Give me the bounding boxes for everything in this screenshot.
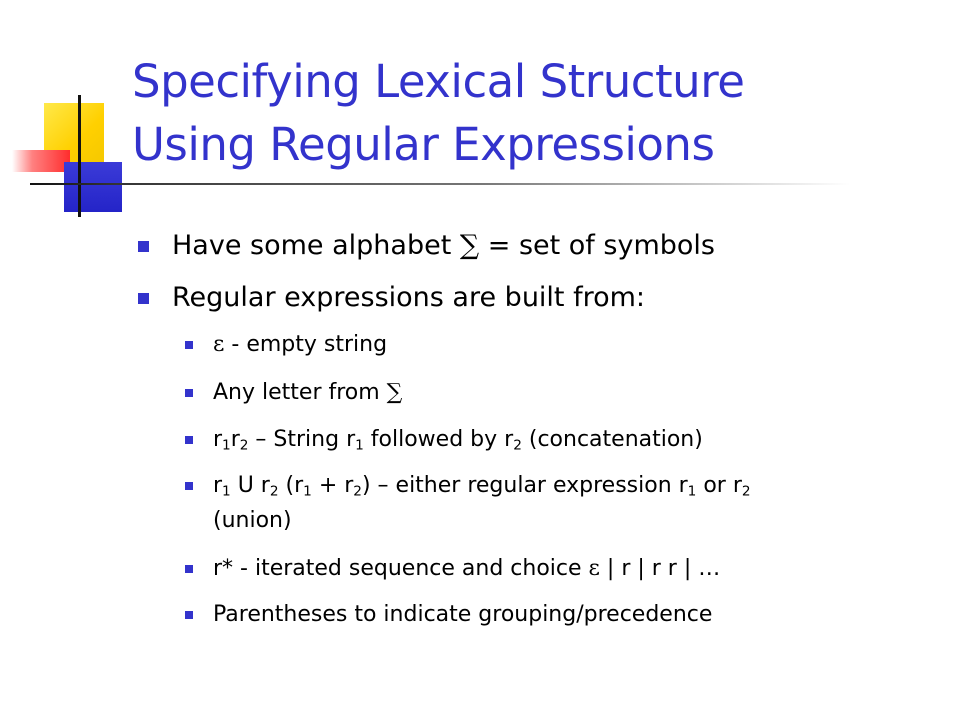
blue-square [64, 162, 122, 212]
sub-bullet-text: followed by r [363, 427, 514, 452]
sub-bullet-concat [213, 425, 703, 455]
bullet-alphabet [172, 228, 715, 264]
sub-bullet-marker [185, 611, 193, 619]
sub-bullet-marker [185, 565, 193, 573]
sub-bullet-text: + r [311, 473, 354, 498]
sub-bullet-text: Any letter from [213, 380, 387, 405]
sub-bullet-text: (r [278, 473, 304, 498]
sub-bullet-text: ) – either regular expression r [361, 473, 688, 498]
red-bar [12, 150, 70, 172]
sub-bullet-text: U r [230, 473, 270, 498]
title-line-2: Using Regular Expressions [132, 118, 715, 171]
sub-bullet-text: | r | r r | … [599, 556, 721, 581]
subscript: 2 [239, 437, 249, 454]
sub-bullet-star [213, 554, 720, 584]
sub-bullet-epsilon [213, 330, 387, 360]
sub-bullet-letter [213, 378, 402, 408]
sub-bullet-marker [185, 482, 193, 490]
vertical-line [78, 95, 81, 217]
sub-bullet-text: – String r [248, 427, 356, 452]
r-var: r [213, 427, 223, 452]
bullet-marker [138, 293, 149, 304]
bullet-marker [138, 241, 149, 252]
decorative-logo [0, 0, 140, 225]
sub-bullet-union-cont: (union) [213, 508, 292, 533]
slide-title [132, 50, 932, 176]
sub-bullet-text: (concatenation) [521, 427, 703, 452]
sub-bullet-text: or r [696, 473, 742, 498]
title-line-1: Specifying Lexical Structure [132, 55, 745, 108]
epsilon-symbol: ε [588, 556, 600, 581]
subscript: 2 [741, 483, 751, 500]
sub-bullet-marker [185, 389, 193, 397]
subscript: 1 [355, 437, 364, 454]
bullet-regex: Regular expressions are built from: [172, 282, 646, 313]
sigma-symbol: ∑ [459, 230, 480, 261]
sigma-symbol: ∑ [386, 380, 403, 405]
bullet-text: Have some alphabet [172, 230, 460, 261]
sub-bullet-text: - empty string [224, 332, 388, 357]
subscript: 2 [513, 437, 522, 454]
subscript: 1 [303, 483, 312, 500]
sub-bullet-parens: Parentheses to indicate grouping/precedence [213, 602, 713, 627]
sub-bullet-text: r* - iterated sequence and choice [213, 556, 589, 581]
sub-bullet-marker [185, 341, 193, 349]
r-var: r [213, 473, 223, 498]
subscript: 2 [269, 483, 279, 500]
epsilon-symbol: ε [213, 332, 225, 357]
subscript: 1 [222, 437, 231, 454]
sub-bullet-union [213, 471, 751, 501]
subscript: 1 [222, 483, 231, 500]
r-var: r [230, 427, 240, 452]
bullet-text: = set of symbols [479, 230, 715, 261]
subscript: 1 [687, 483, 697, 500]
sub-bullet-marker [185, 436, 193, 444]
subscript: 2 [353, 483, 362, 500]
title-underline [30, 183, 850, 185]
